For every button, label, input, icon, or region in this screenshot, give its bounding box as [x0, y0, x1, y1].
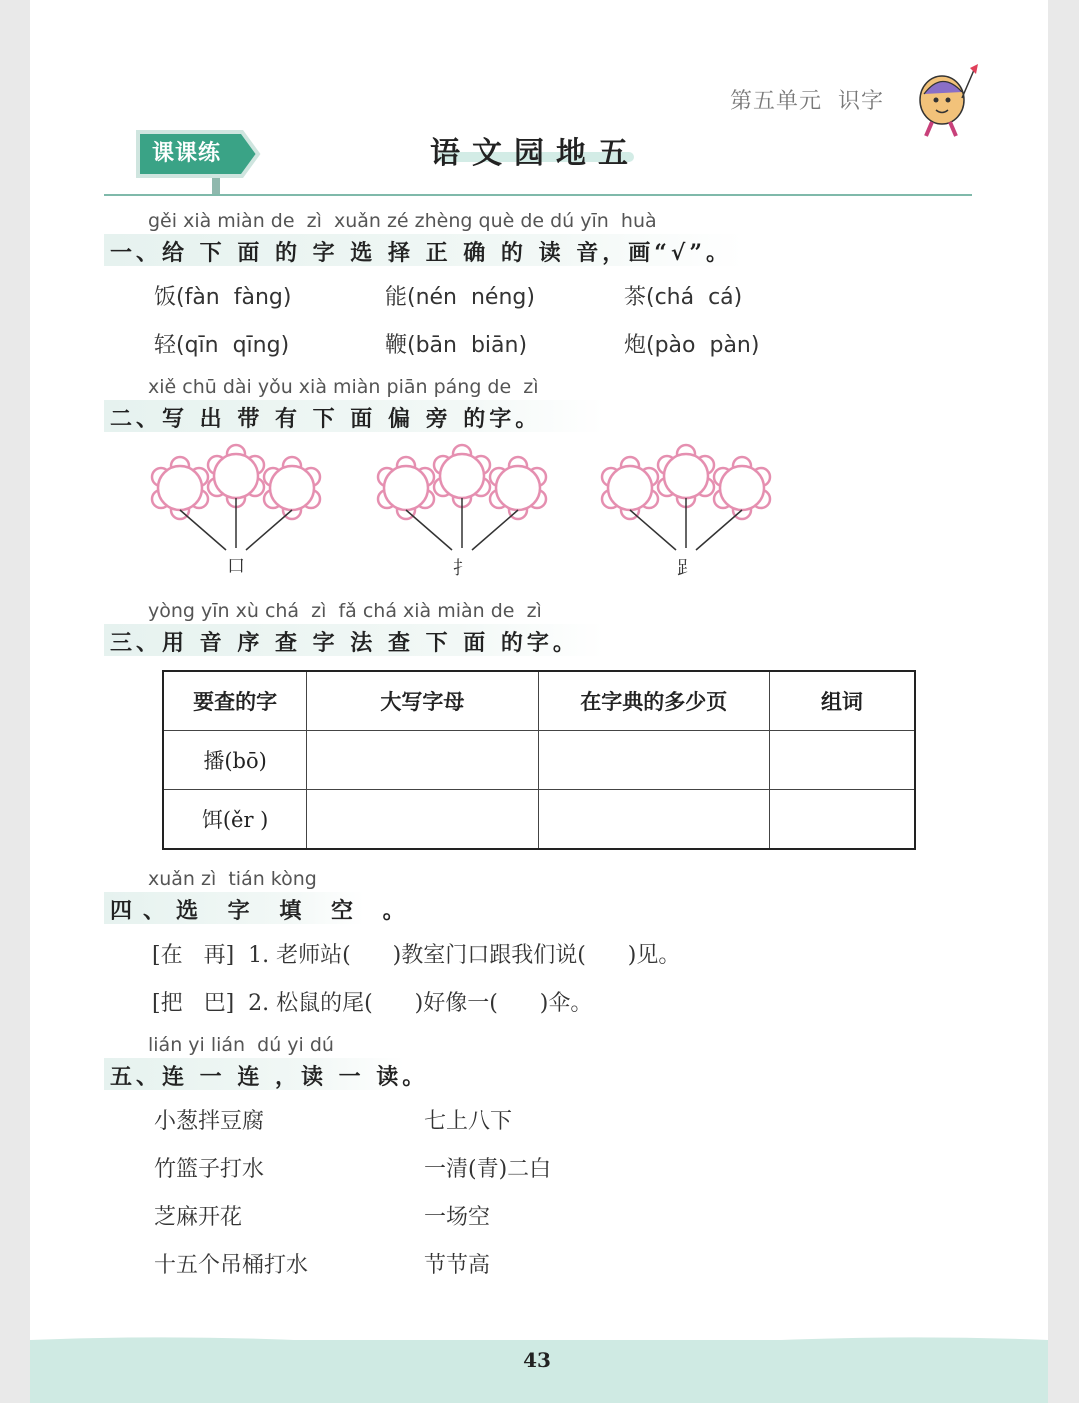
page-number: 43 [523, 1348, 551, 1372]
table-cell: 播(bō) [163, 731, 307, 790]
section-3-pinyin: yòng yīn xù chá zì fǎ chá xià miàn de zì [148, 600, 542, 622]
column-header: 组词 [769, 671, 915, 731]
fill-blank-line: [在 再] 1. 老师站( )教室门口跟我们说( )见。 [152, 943, 681, 968]
match-right-item: 一清(青)二白 [424, 1157, 552, 1182]
radical-flower-diagrams [140, 440, 860, 590]
flower-group-3 [602, 445, 770, 550]
flower-group-2 [378, 445, 546, 550]
match-right-item: 七上八下 [424, 1109, 513, 1134]
section-4-pinyin: xuǎn zì tián kòng [148, 868, 317, 890]
match-left-item: 小葱拌豆腐 [154, 1109, 265, 1134]
answer-cell[interactable] [307, 731, 538, 790]
section-2-heading: 二、写 出 带 有 下 面 偏 旁 的字。 [110, 406, 542, 432]
radical-label: 𧾷 [677, 558, 695, 579]
match-left-item: 芝麻开花 [154, 1205, 243, 1230]
mascot-illustration [912, 60, 982, 140]
flower-group-1 [152, 445, 320, 550]
section-1-heading: 一、给 下 面 的 字 选 择 正 确 的 读 音，画“√”。 [110, 240, 733, 266]
table-cell: 饵(ěr ) [163, 790, 307, 850]
radical-label: 口 [227, 556, 245, 577]
reading-item: 轻(qīn qīng) [154, 333, 290, 358]
reading-item: 鞭(bān biān) [385, 333, 528, 358]
page-title: 语文园地五 [430, 136, 640, 171]
reading-item: 能(nén néng) [385, 285, 535, 310]
section-4-heading: 四、选 字 填 空 。 [110, 898, 416, 924]
header-divider [104, 194, 972, 196]
reading-item: 茶(chá cá) [624, 285, 743, 310]
match-left-item: 十五个吊桶打水 [154, 1253, 309, 1278]
section-2-pinyin: xiě chū dài yǒu xià miàn piān páng de zì [148, 376, 539, 398]
column-header: 大写字母 [307, 671, 538, 731]
reading-item: 炮(pào pàn) [624, 333, 760, 358]
answer-cell[interactable] [538, 790, 769, 850]
answer-cell[interactable] [769, 731, 915, 790]
dictionary-lookup-table [162, 670, 916, 850]
section-5-pinyin: lián yi lián dú yi dú [148, 1034, 334, 1056]
match-right-item: 节节高 [424, 1253, 491, 1278]
answer-cell[interactable] [307, 790, 538, 850]
answer-cell[interactable] [769, 790, 915, 850]
workbook-page [30, 0, 1048, 1403]
fill-blank-line: [把 巴] 2. 松鼠的尾( )好像一( )伞。 [152, 991, 593, 1016]
table-header-row [163, 671, 915, 731]
match-right-item: 一场空 [424, 1205, 491, 1230]
match-left-item: 竹篮子打水 [154, 1157, 265, 1182]
answer-cell[interactable] [538, 731, 769, 790]
table-row [163, 790, 915, 850]
reading-item: 饭(fàn fàng) [154, 285, 292, 310]
column-header: 要查的字 [163, 671, 307, 731]
column-header: 在字典的多少页 [538, 671, 769, 731]
section-5-heading: 五、连 一 连 ，读 一 读。 [110, 1064, 429, 1090]
section-1-pinyin: gěi xià miàn de zì xuǎn zé zhèng què de dú yīn huà [148, 210, 657, 232]
section-3-heading: 三、用 音 序 查 字 法 查 下 面 的字。 [110, 630, 579, 656]
sign-label: 课课练 [152, 141, 222, 166]
unit-label: 第五单元 识字 [730, 89, 884, 114]
table-row [163, 731, 915, 790]
radical-label: 扌 [453, 558, 471, 579]
